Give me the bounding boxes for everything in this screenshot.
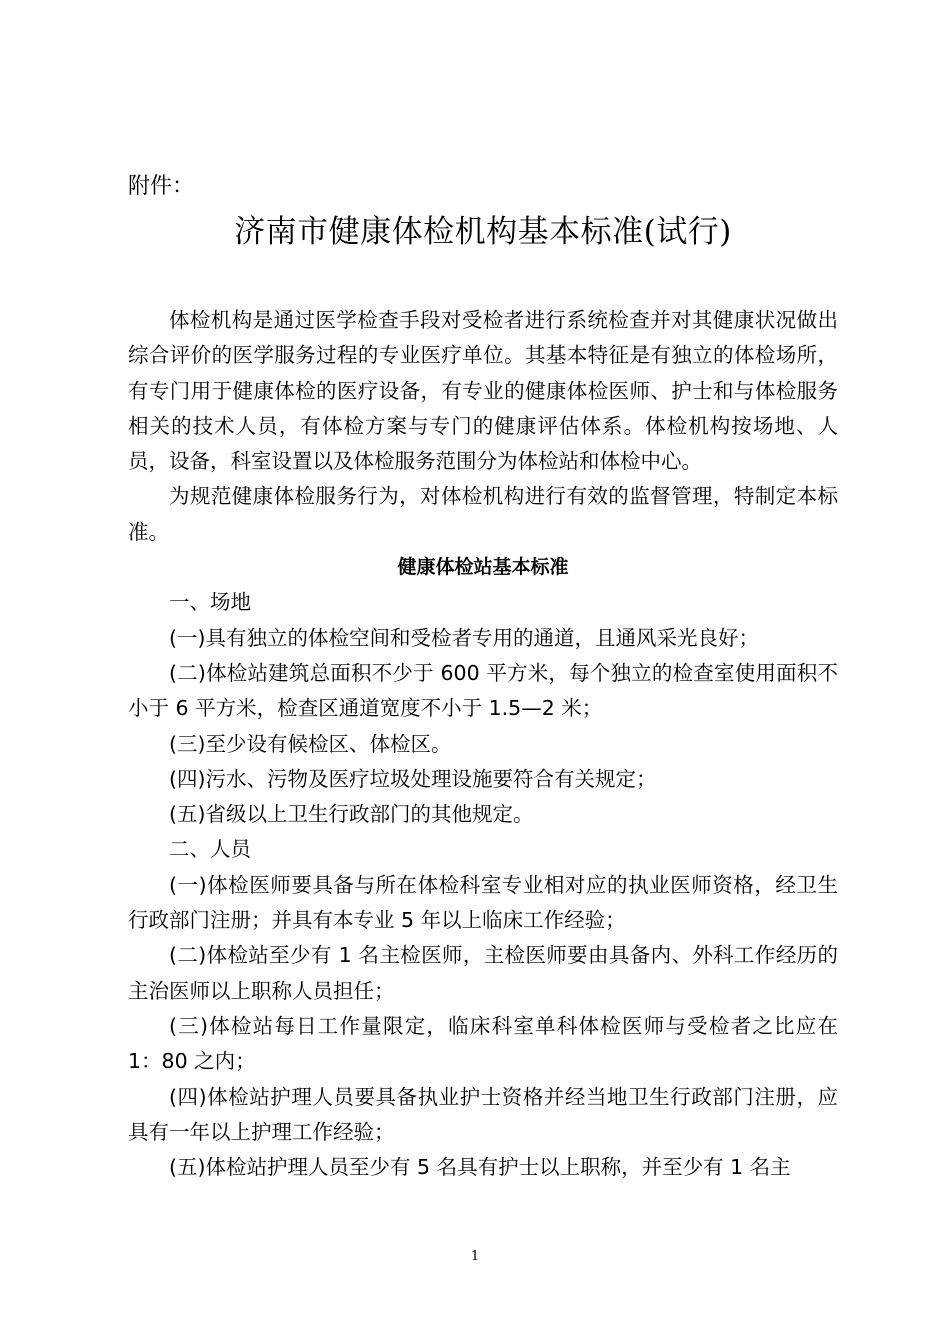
list-item: (三)至少设有候检区、体检区。 xyxy=(169,731,452,756)
part-heading-personnel: 二、人员 xyxy=(169,837,251,862)
section-heading: 健康体检站基本标准 xyxy=(397,556,569,579)
intro-paragraph: 为规范健康体检服务行为，对体检机构进行有效的监督管理，特制定本标准。 xyxy=(128,484,838,544)
list-item: (四)体检站护理人员要具备执业护士资格并经当地卫生行政部门注册，应具有一年以上护理工作经验； xyxy=(128,1084,838,1144)
intro-paragraph: 体检机构是通过医学检查手段对受检者进行系统检查并对其健康状况做出综合评价的医学服务过程的专业医疗单位。其基本特征是有独立的体检场所，有专门用于健康体检的医疗设备，有专业的健康体检医师、护士和与体检服务相关的技术人员，有体检方案与专门的健康评估体系。体检机构按场地、人员，设备，科室设置以及体检服务范围分为体检站和体检中心。 xyxy=(128,308,838,474)
part-heading-site: 一、场地 xyxy=(169,590,251,615)
list-item: (一)体检医师要具备与所在体检科室专业相对应的执业医师资格，经卫生行政部门注册；并具有本专业 5 年以上临床工作经验； xyxy=(128,872,838,933)
list-item: (四)污水、污物及医疗垃圾处理设施要符合有关规定； xyxy=(169,766,657,791)
document-body xyxy=(128,303,838,1185)
list-item: (五)体检站护理人员至少有 5 名具有护士以上职称，并至少有 1 名主 xyxy=(169,1155,791,1180)
list-item: (二)体检站建筑总面积不少于 600 平方米，每个独立的检查室使用面积不小于 6 平方米，检查区通道宽度不小于 1.5—2 米； xyxy=(128,660,838,721)
attachment-label: 附件： xyxy=(128,174,195,199)
document-title: 济南市健康体检机构基本标准(试行) xyxy=(234,214,732,250)
list-item: (一)具有独立的体检空间和受检者专用的通道，且通风采光良好； xyxy=(169,625,759,650)
list-item: (三)体检站每日工作量限定，临床科室单科体检医师与受检者之比应在 1：80 之内； xyxy=(128,1013,838,1074)
list-item: (二)体检站至少有 1 名主检医师，主检医师要由具备内、外科工作经历的主治医师以上职称人员担任； xyxy=(128,943,838,1003)
list-item: (五)省级以上卫生行政部门的其他规定。 xyxy=(169,802,534,827)
page-number: 1 xyxy=(470,1249,480,1264)
